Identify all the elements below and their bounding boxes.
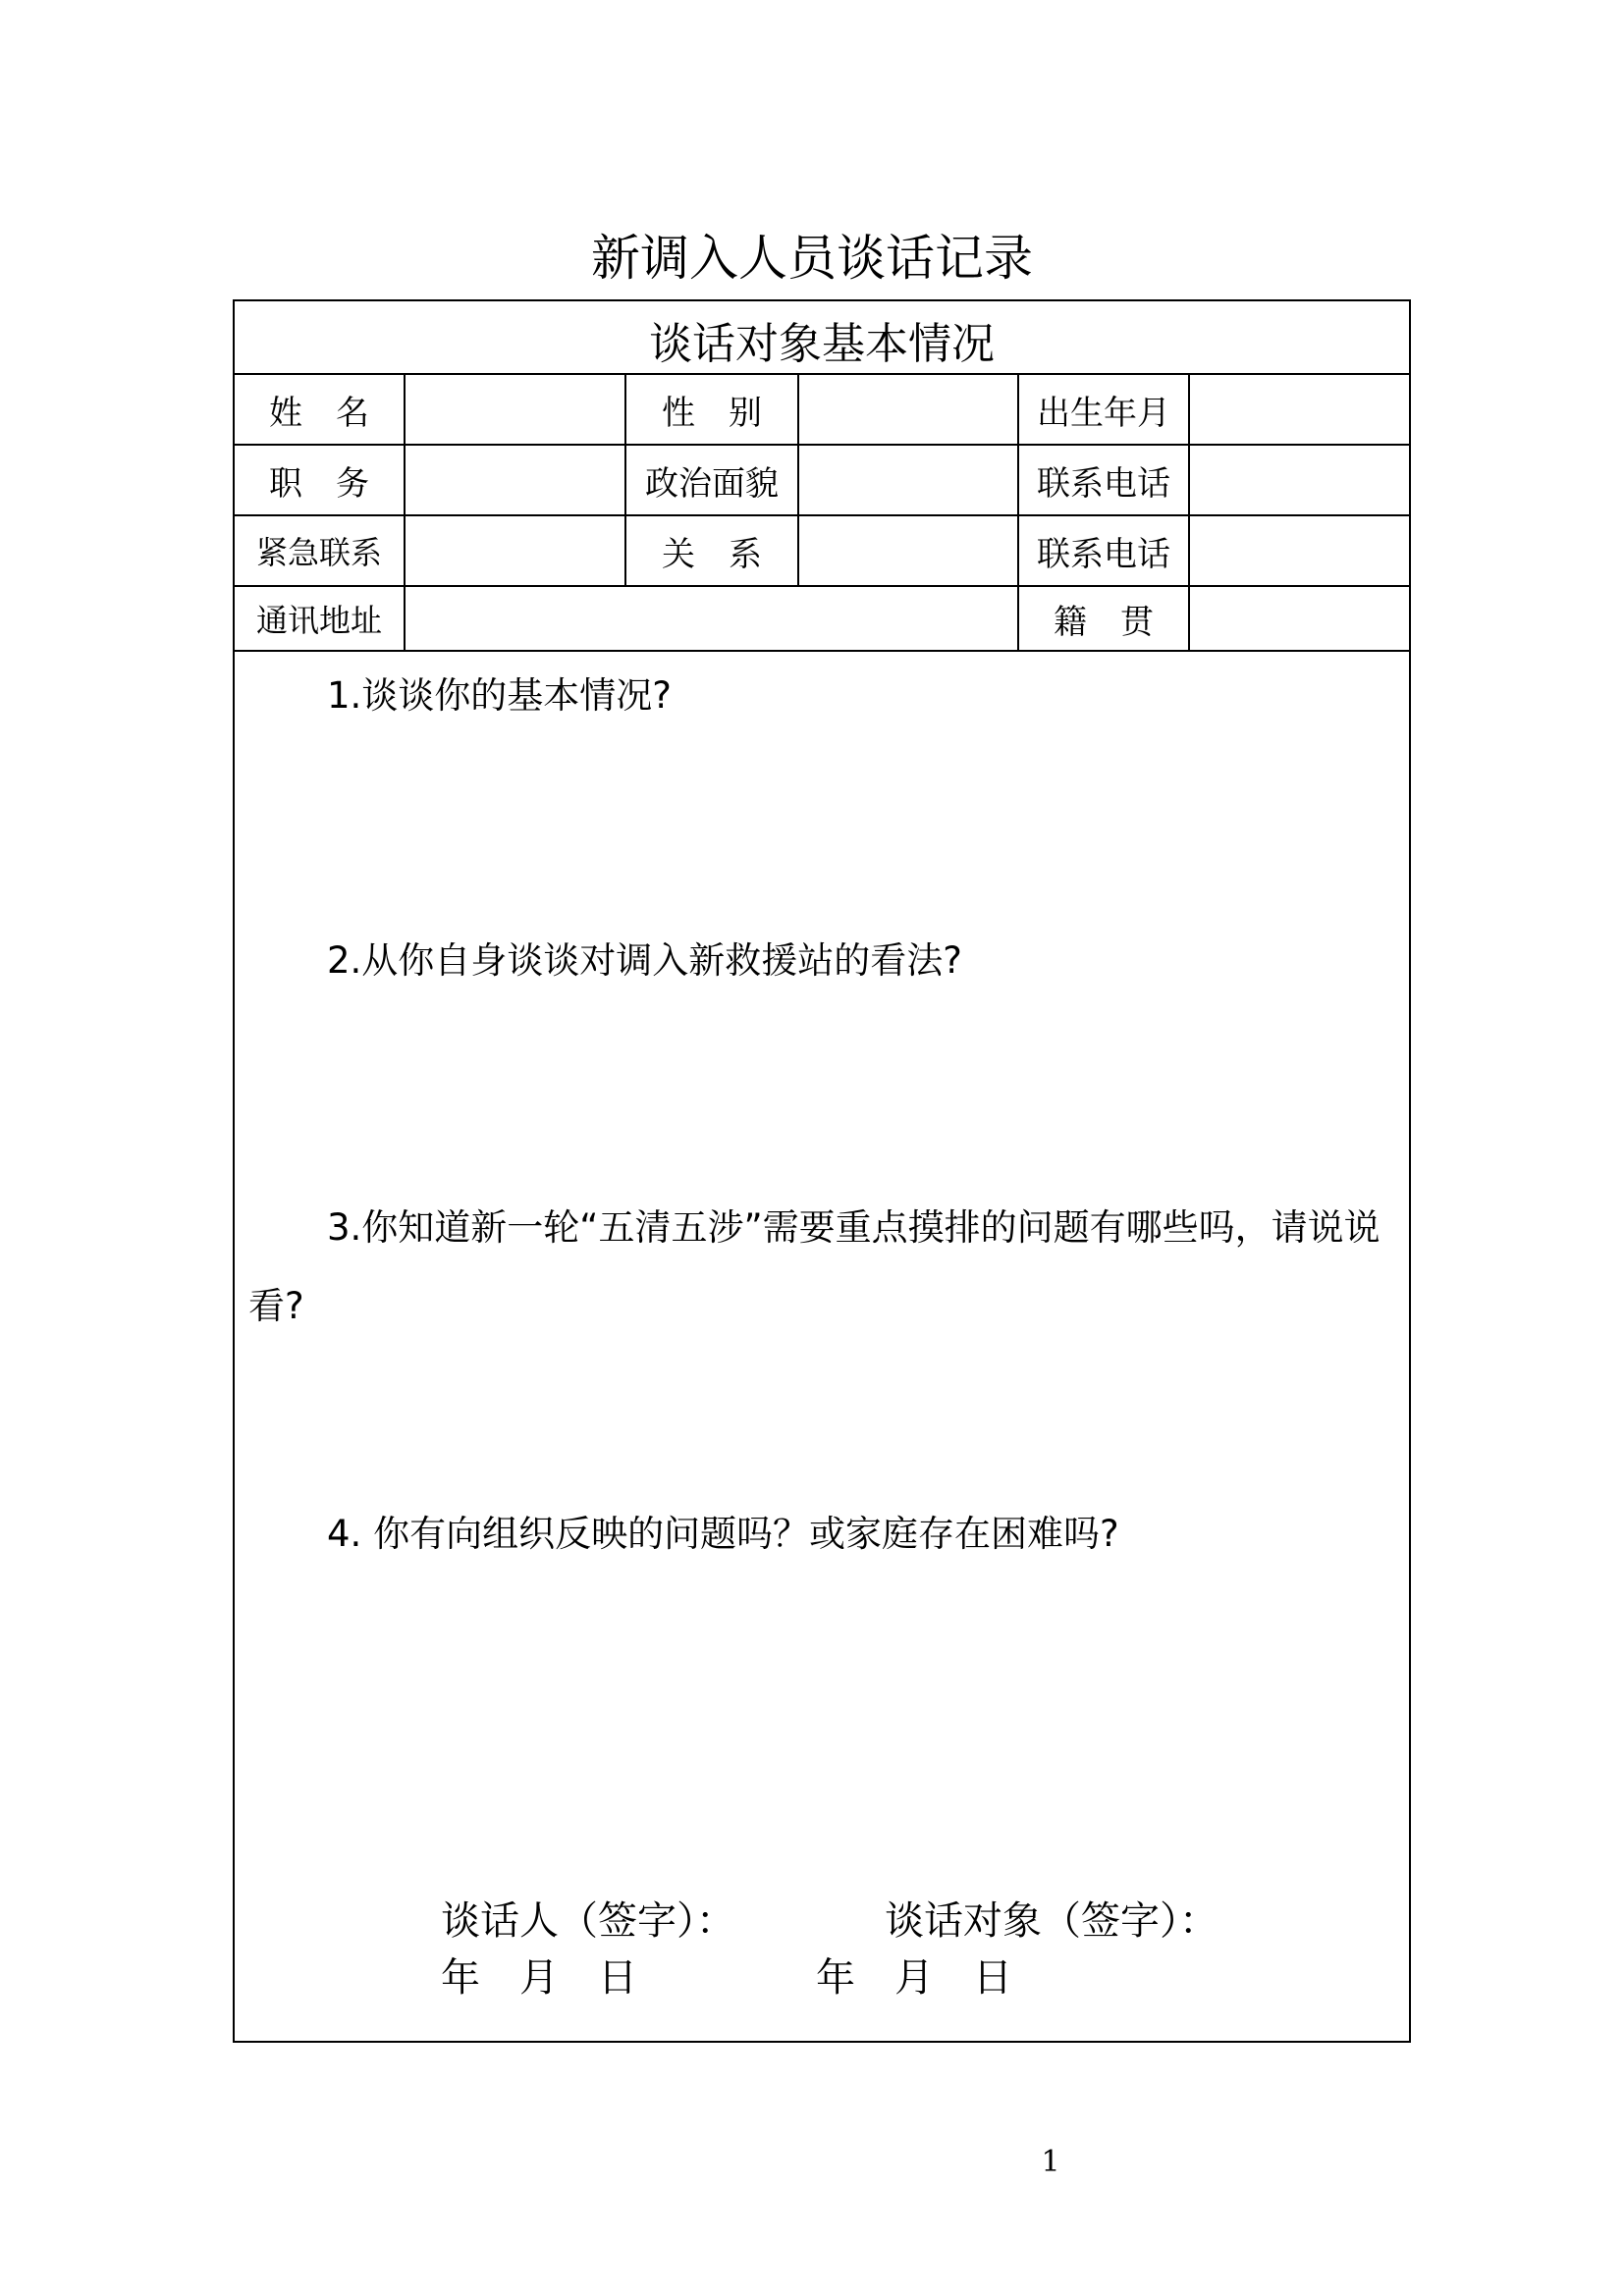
relation-label: 关 系 [662, 534, 762, 574]
question-2: 2.从你自身谈谈对调入新救援站的看法? [327, 939, 962, 982]
name-label: 姓 名 [269, 393, 369, 433]
section-title: 谈话对象基本情况 [649, 319, 995, 369]
page-number: 1 [1041, 2145, 1060, 2179]
emergency-phone-label: 联系电话 [1037, 534, 1170, 574]
gender-field[interactable] [799, 375, 1017, 444]
name-field[interactable] [406, 375, 624, 444]
birth-date-label: 出生年月 [1037, 393, 1170, 433]
native-place-label: 籍 贯 [1054, 602, 1154, 642]
position-field[interactable] [406, 446, 624, 514]
interview-form-table [233, 299, 1411, 2043]
relation-field[interactable] [799, 516, 1017, 585]
interviewer-signature-label: 谈话人（签字）： [441, 1898, 735, 1944]
native-place-field[interactable] [1190, 587, 1409, 650]
phone-label: 联系电话 [1037, 463, 1170, 504]
address-field[interactable] [406, 587, 1017, 650]
emergency-contact-field[interactable] [406, 516, 624, 585]
interviewee-signature-label: 谈话对象（签字）： [885, 1898, 1218, 1944]
emergency-phone-field[interactable] [1190, 516, 1409, 585]
gender-label: 性 别 [662, 393, 762, 433]
political-status-field[interactable] [799, 446, 1017, 514]
political-status-label: 政治面貌 [645, 463, 779, 504]
question-4: 4. 你有向组织反映的问题吗？或家庭存在困难吗? [327, 1513, 1119, 1555]
question-3: 3.你知道新一轮“五清五涉”需要重点摸排的问题有哪些吗，请说说看? [248, 1206, 1380, 1327]
interviewer-date: 年 月 日 [441, 1955, 637, 2001]
page-title: 新调入人员谈话记录 [591, 230, 1033, 287]
question-1: 1.谈谈你的基本情况? [327, 674, 672, 717]
position-label: 职 务 [269, 463, 369, 504]
phone-field[interactable] [1190, 446, 1409, 514]
address-label: 通讯地址 [255, 602, 382, 639]
interviewee-date: 年 月 日 [816, 1955, 1012, 2001]
emergency-contact-label: 紧急联系 [255, 534, 382, 571]
row-divider [235, 650, 1409, 652]
birth-date-field[interactable] [1190, 375, 1409, 444]
